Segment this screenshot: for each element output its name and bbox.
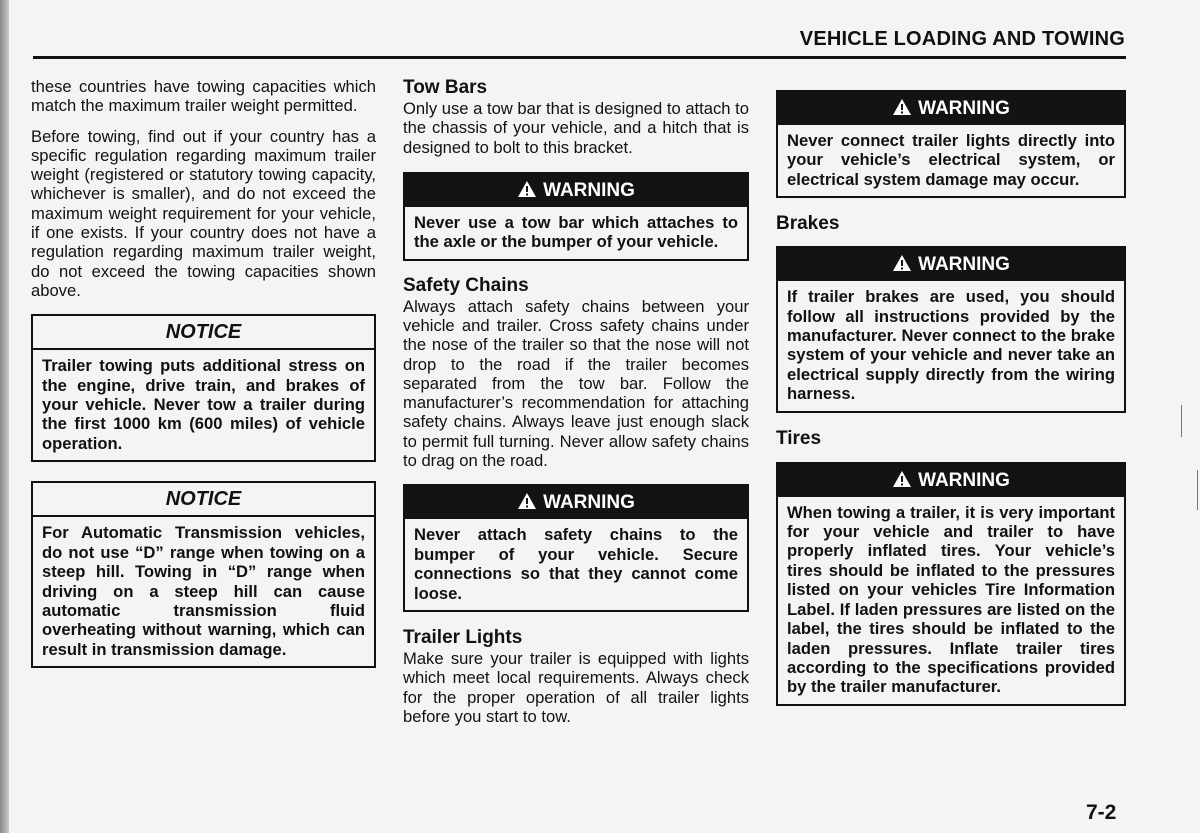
warning-triangle-icon	[892, 98, 912, 116]
paragraph-towing-capacities: these countries have towing capacities which match the maximum trailer weight permitted.	[31, 77, 376, 116]
notice-text: Trailer towing puts additional stress on the engine, drive train, and brakes of your vehicle. Never tow a trailer during the first 1000 km (600 miles) of vehicle operation.	[42, 356, 365, 453]
page-header-title: VEHICLE LOADING AND TOWING	[799, 28, 1125, 50]
warning-box-tires	[776, 462, 1126, 706]
column-middle	[403, 77, 749, 726]
notice-text: For Automatic Transmission vehicles, do not use “D” range when towing on a steep hill. Towing in “D” range when driving on a steep hill can cause automatic transmission fluid overheating without warning, which can result in transmission damage.	[42, 523, 365, 659]
heading-safety-chains: Safety Chains	[403, 274, 529, 296]
warning-header	[405, 174, 747, 207]
header-rule	[33, 56, 1126, 59]
warning-header	[778, 92, 1124, 125]
heading-tow-bars: Tow Bars	[403, 77, 488, 98]
warning-title: WARNING	[543, 179, 635, 201]
notice-box-automatic-transmission	[31, 481, 376, 668]
warning-triangle-icon	[517, 492, 537, 510]
warning-text: If trailer brakes are used, you should follow all instructions provided by the manufacturer. Never connect to the brake system of your vehicle and never take an electrical supply directly from the wiring harness.	[787, 287, 1115, 404]
column-right	[776, 90, 1126, 706]
warning-triangle-icon	[892, 470, 912, 488]
paragraph-tow-bars: Only use a tow bar that is designed to attach to the chassis of your vehicle, and a hitch that is designed to bolt to this bracket.	[403, 99, 749, 157]
scan-edge-mark	[1181, 405, 1182, 437]
warning-title: WARNING	[918, 254, 1010, 276]
warning-title: WARNING	[918, 469, 1010, 491]
warning-box-trailer-lights	[776, 90, 1126, 198]
notice-box-trailer-stress	[31, 314, 376, 462]
warning-text: Never use a tow bar which attaches to the axle or the bumper of your vehicle.	[414, 212, 738, 252]
warning-header	[405, 486, 747, 519]
paragraph-safety-chains: Always attach safety chains between your vehicle and trailer. Cross safety chains under the nose of the trailer so that the nose will not drop to the road if the trailer becomes separated from the tow bar. Follow the manufacturer’s recommendation for attaching safety chains. Always leave just enough slack to permit full turning. Never allow safety chains to drag on the road.	[403, 296, 749, 471]
heading-brakes: Brakes	[776, 213, 840, 235]
heading-tires: Tires	[776, 427, 822, 449]
warning-title: WARNING	[918, 98, 1010, 119]
paragraph-before-towing: Before towing, find out if your country has a specific regulation regarding maximum trailer weight (registered or statutory towing capacity, whichever is smaller), and do not exceed the maximum weight requirement for your vehicle, if one exists. If your country does not have a regulation regarding maximum trailer weight, do not exceed the towing capacities shown above.	[31, 126, 376, 300]
paragraph-trailer-lights: Make sure your trailer is equipped with lights which meet local requirements. Always check for the proper operation of all trailer lights before you start to tow.	[403, 649, 749, 726]
warning-title: WARNING	[543, 492, 635, 514]
column-left	[31, 77, 376, 668]
warning-text: When towing a trailer, it is very important for your vehicle and trailer to have properly inflated tires. Your vehicle’s tires should be inflated to the pressures listed on your vehicles Tire Information Label. If laden pressures are listed on the label, the tires should be inflated to the laden pressures. Inflate trailer tires according to the specifications provided by the trailer manufacturer.	[787, 502, 1115, 697]
heading-trailer-lights: Trailer Lights	[403, 627, 523, 648]
warning-box-tow-bar	[403, 172, 749, 261]
notice-title: NOTICE	[33, 316, 374, 350]
warning-text: Never attach safety chains to the bumper of your vehicle. Secure connections so that they cannot come loose.	[414, 525, 738, 603]
warning-header	[778, 464, 1124, 497]
page-binding-edge	[0, 0, 9, 833]
warning-text: Never connect trailer lights directly into your vehicle’s electrical system, or electrical system damage may occur.	[787, 131, 1115, 189]
warning-triangle-icon	[517, 180, 537, 198]
scan-edge-mark	[1197, 470, 1198, 510]
warning-header	[778, 248, 1124, 281]
warning-box-safety-chains	[403, 484, 749, 612]
warning-box-brakes	[776, 246, 1126, 412]
warning-triangle-icon	[892, 254, 912, 272]
notice-title: NOTICE	[33, 483, 374, 517]
page-number: 7-2	[1086, 801, 1117, 824]
